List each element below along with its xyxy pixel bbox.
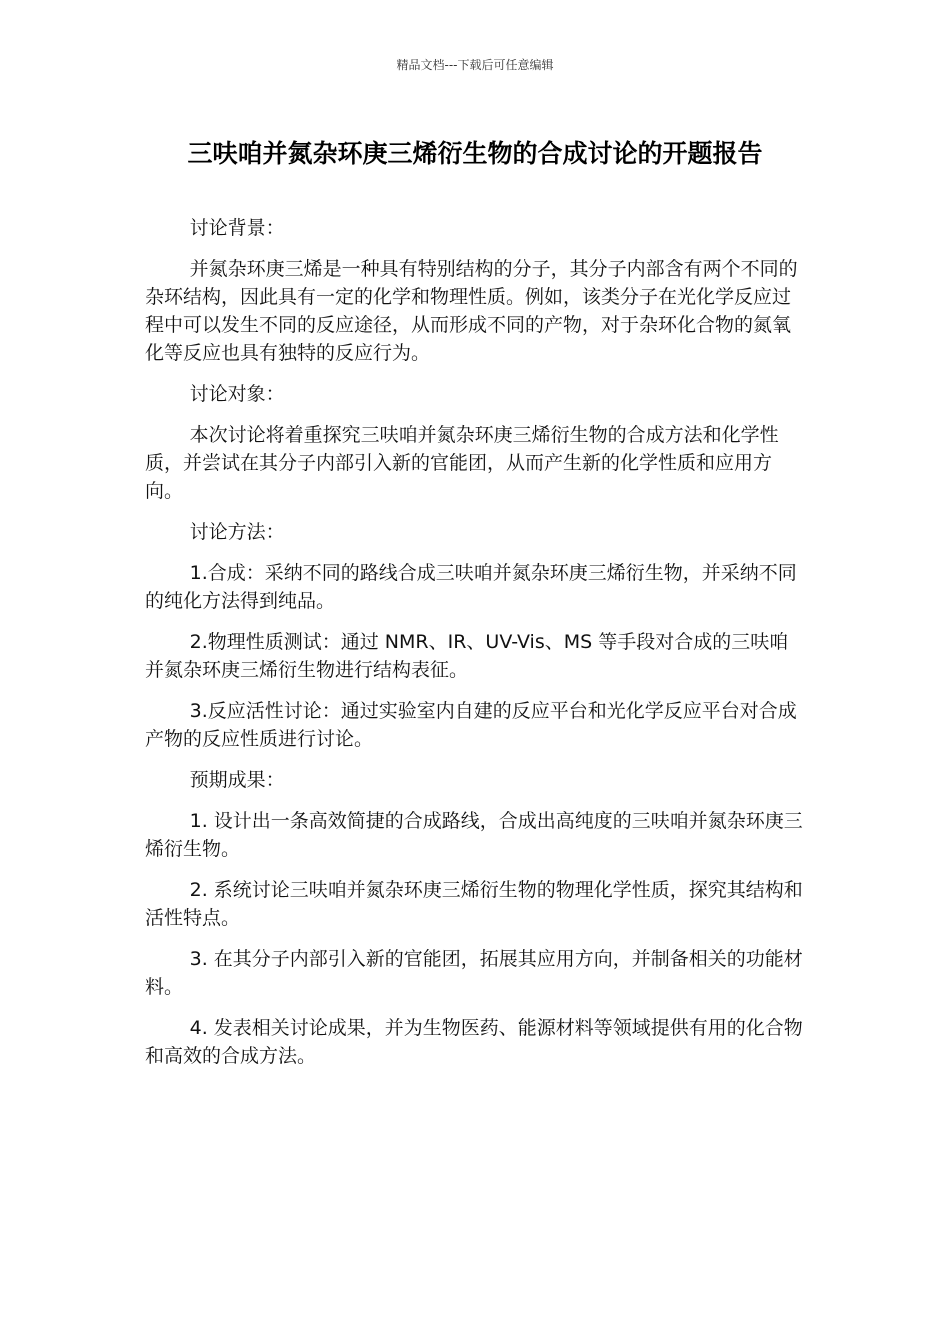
section-heading-background: 讨论背景：	[189, 217, 285, 239]
section-heading-subject: 讨论对象：	[189, 383, 285, 405]
section-heading-methods: 讨论方法：	[189, 521, 285, 543]
outcome-item-4: 4. 发表相关讨论成果，并为生物医药、能源材料等领域提供有用的化合物和高效的合成方法。	[145, 1017, 803, 1067]
document-body	[145, 214, 805, 1083]
section-heading-outcomes: 预期成果：	[189, 769, 285, 791]
document-title: 三呋咱并氮杂环庚三烯衍生物的合成讨论的开题报告	[187, 139, 763, 168]
outcome-item-1: 1. 设计出一条高效简捷的合成路线，合成出高纯度的三呋咱并氮杂环庚三烯衍生物。	[145, 810, 803, 860]
method-item-physical-testing: 2.物理性质测试：通过 NMR、IR、UV-Vis、MS 等手段对合成的三呋咱并氮杂环庚三烯衍生物进行结构表征。	[145, 631, 789, 681]
method-item-synthesis: 1.合成：采纳不同的路线合成三呋咱并氮杂环庚三烯衍生物，并采纳不同的纯化方法得到纯品。	[145, 562, 797, 612]
method-item-reactivity: 3.反应活性讨论：通过实验室内自建的反应平台和光化学反应平台对合成产物的反应性质进行讨论。	[145, 700, 797, 750]
header-note: 精品文档---下载后可任意编辑	[396, 58, 554, 72]
paragraph-background: 并氮杂环庚三烯是一种具有特别结构的分子，其分子内部含有两个不同的杂环结构，因此具有一定的化学和物理性质。例如，该类分子在光化学反应过程中可以发生不同的反应途径，从而形成不同的产物，对于杂环化合物的氮氧化等反应也具有独特的反应行为。	[145, 258, 798, 364]
outcome-item-2: 2. 系统讨论三呋咱并氮杂环庚三烯衍生物的物理化学性质，探究其结构和活性特点。	[145, 879, 803, 929]
outcome-item-3: 3. 在其分子内部引入新的官能团，拓展其应用方向，并制备相关的功能材料。	[145, 948, 803, 998]
paragraph-subject: 本次讨论将着重探究三呋咱并氮杂环庚三烯衍生物的合成方法和化学性质，并尝试在其分子内部引入新的官能团，从而产生新的化学性质和应用方向。	[145, 424, 779, 502]
